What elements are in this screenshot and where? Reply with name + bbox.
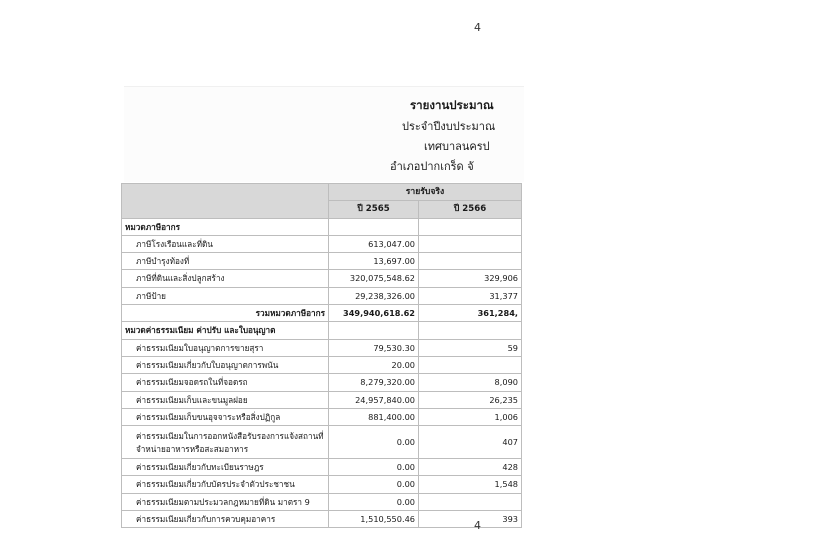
- table-row: [122, 426, 522, 459]
- row-label: ภาษีป้าย: [122, 287, 329, 304]
- report-fiscal-year: ประจำปีงบประมาณ: [402, 120, 496, 133]
- row-label: รวมหมวดภาษีอากร: [122, 305, 329, 322]
- report-title: รายงานประมาณ: [410, 98, 494, 112]
- table-row: [122, 356, 522, 373]
- table-row: [122, 511, 522, 528]
- report-district: อำเภอปากเกร็ด จั: [390, 160, 474, 173]
- row-value-2566: 31,377: [419, 287, 522, 304]
- row-value-2565: 0.00: [329, 493, 419, 510]
- row-value-2565: 349,940,618.62: [329, 305, 419, 322]
- table-row: [122, 408, 522, 425]
- table-row: [122, 374, 522, 391]
- table-row: [122, 235, 522, 252]
- row-value-2566: 26,235: [419, 391, 522, 408]
- revenue-table: [121, 183, 522, 528]
- row-label: หมวดภาษีอากร: [122, 218, 329, 235]
- row-value-2566: 8,090: [419, 374, 522, 391]
- row-value-2566: [419, 218, 522, 235]
- row-label: ค่าธรรมเนียมเก็บและขนมูลฝอย: [122, 391, 329, 408]
- table-row: [122, 459, 522, 476]
- table-row: [122, 287, 522, 304]
- row-value-2565: 1,510,550.46: [329, 511, 419, 528]
- header-year-2566: ปี 2566: [419, 201, 522, 218]
- row-value-2565: 320,075,548.62: [329, 270, 419, 287]
- row-value-2565: 881,400.00: [329, 408, 419, 425]
- row-value-2566: 1,006: [419, 408, 522, 425]
- row-label: ค่าธรรมเนียมเกี่ยวกับใบอนุญาตการพนัน: [122, 356, 329, 373]
- row-label: ค่าธรรมเนียมเก็บขนอุจจาระหรือสิ่งปฏิกูล: [122, 408, 329, 425]
- report-municipality: เทศบาลนครป: [424, 140, 490, 153]
- table-row: [122, 322, 522, 339]
- table-header-row-group: [122, 184, 522, 201]
- row-label: ค่าธรรมเนียมจอดรถในที่จอดรถ: [122, 374, 329, 391]
- table-body: [122, 218, 522, 528]
- header-actual-revenue: รายรับจริง: [329, 184, 522, 201]
- table-row: [122, 339, 522, 356]
- row-value-2565: 24,957,840.00: [329, 391, 419, 408]
- row-value-2566: 361,284,: [419, 305, 522, 322]
- table-row: [122, 253, 522, 270]
- row-label: ค่าธรรมเนียมในการออกหนังสือรับรองการแจ้งสถานที่จำหน่ายอาหารหรือสะสมอาหาร: [122, 426, 329, 459]
- report-title-block: [124, 86, 524, 182]
- row-value-2565: 0.00: [329, 426, 419, 459]
- row-label: ค่าธรรมเนียมเกี่ยวกับการควบคุมอาคาร: [122, 511, 329, 528]
- page-number-bottom: 4: [474, 519, 481, 532]
- row-value-2566: 428: [419, 459, 522, 476]
- row-value-2565: 613,047.00: [329, 235, 419, 252]
- table-row: [122, 391, 522, 408]
- row-label: ภาษีบำรุงท้องที่: [122, 253, 329, 270]
- table-row: [122, 305, 522, 322]
- row-label: ค่าธรรมเนียมใบอนุญาตการขายสุรา: [122, 339, 329, 356]
- row-label: ภาษีที่ดินและสิ่งปลูกสร้าง: [122, 270, 329, 287]
- row-value-2566: [419, 253, 522, 270]
- header-blank-cell: [122, 184, 329, 219]
- row-value-2566: [419, 235, 522, 252]
- row-value-2566: [419, 493, 522, 510]
- row-value-2565: 0.00: [329, 459, 419, 476]
- row-value-2566: 329,906: [419, 270, 522, 287]
- row-value-2566: 393: [419, 511, 522, 528]
- row-value-2565: [329, 322, 419, 339]
- page-number-top: 4: [474, 21, 481, 34]
- row-label: ค่าธรรมเนียมตามประมวลกฎหมายที่ดิน มาตรา 9: [122, 493, 329, 510]
- row-label: หมวดค่าธรรมเนียม ค่าปรับ และใบอนุญาต: [122, 322, 329, 339]
- row-value-2565: [329, 218, 419, 235]
- table-row: [122, 476, 522, 493]
- row-value-2565: 0.00: [329, 476, 419, 493]
- table-row: [122, 270, 522, 287]
- row-value-2565: 79,530.30: [329, 339, 419, 356]
- row-label: ค่าธรรมเนียมเกี่ยวกับทะเบียนราษฎร: [122, 459, 329, 476]
- row-label: ค่าธรรมเนียมเกี่ยวกับบัตรประจำตัวประชาชน: [122, 476, 329, 493]
- row-value-2566: 407: [419, 426, 522, 459]
- row-label: ภาษีโรงเรือนและที่ดิน: [122, 235, 329, 252]
- row-value-2566: [419, 356, 522, 373]
- row-value-2566: 1,548: [419, 476, 522, 493]
- row-value-2565: 8,279,320.00: [329, 374, 419, 391]
- row-value-2566: [419, 322, 522, 339]
- table-row: [122, 493, 522, 510]
- row-value-2565: 20.00: [329, 356, 419, 373]
- header-year-2565: ปี 2565: [329, 201, 419, 218]
- row-value-2565: 29,238,326.00: [329, 287, 419, 304]
- row-value-2565: 13,697.00: [329, 253, 419, 270]
- row-value-2566: 59: [419, 339, 522, 356]
- table-row: [122, 218, 522, 235]
